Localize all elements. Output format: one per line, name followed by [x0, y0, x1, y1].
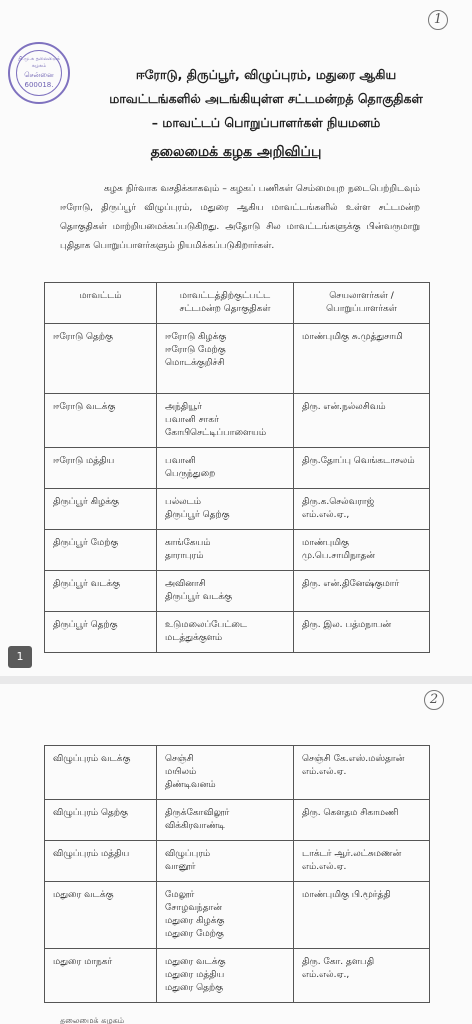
constituency-name: மயிலம் [165, 767, 197, 777]
constituencies-cell [157, 394, 294, 448]
constituencies-cell [157, 746, 294, 800]
secretary-cell: திரு.க.செல்வராஜ் எம்.எல்.ஏ., [294, 489, 430, 530]
constituency-name: மதுரை தெற்கு [165, 983, 224, 993]
page-badge: 1 [8, 646, 32, 668]
stamp-line3: 600018. [24, 81, 54, 89]
secretary-cell: திரு. என்.தினேஷ்குமார் [294, 571, 430, 612]
page-number-mark: 2 [424, 690, 444, 710]
district-cell: ஈரோடு வடக்கு [45, 394, 157, 448]
constituencies-cell [157, 324, 294, 394]
district-cell: திருப்பூர் கிழக்கு [45, 489, 157, 530]
page-number-mark: 1 [428, 10, 448, 30]
secretary-cell: செஞ்சி கே.எஸ்.மஸ்தான் எம்.எல்.ஏ. [294, 746, 430, 800]
table-row [45, 800, 430, 841]
constituency-name: திருக்கோவிலூர் [165, 808, 230, 818]
constituency-name: திருப்பூர் வடக்கு [165, 592, 233, 602]
secretary-cell: திரு. என்.நல்லசிவம் [294, 394, 430, 448]
header-constituencies: மாவட்டத்திற்குட்பட்ட சட்டமன்ற தொகுதிகள் [157, 283, 294, 324]
constituency-name: காங்கேயம் [165, 538, 211, 548]
constituencies-cell [157, 612, 294, 653]
table-row [45, 841, 430, 882]
district-cell: திருப்பூர் மேற்கு [45, 530, 157, 571]
constituency-name: மேலூர் [165, 890, 195, 900]
constituency-name: மொடக்குறிச்சி [165, 358, 225, 368]
district-cell: மதுரை வடக்கு [45, 882, 157, 949]
district-cell: ஈரோடு தெற்கு [45, 324, 157, 394]
district-cell: திருப்பூர் வடக்கு [45, 571, 157, 612]
constituency-name: தாராபுரம் [165, 551, 204, 561]
table-row [45, 530, 430, 571]
constituency-name: திண்டிவனம் [165, 780, 216, 790]
table-row [45, 746, 430, 800]
table-row [45, 612, 430, 653]
secretary-cell: திரு. கௌதம சிகாமணி [294, 800, 430, 841]
constituencies-cell [157, 571, 294, 612]
constituencies-cell [157, 841, 294, 882]
secretary-cell: திரு. இல. பத்மநாபன் [294, 612, 430, 653]
constituency-name: செஞ்சி [165, 754, 194, 764]
secretary-cell: திரு. கோ. தளபதி எம்.எல்.ஏ., [294, 949, 430, 1003]
document-title [76, 63, 456, 135]
table-row [45, 949, 430, 1003]
constituency-name: மதுரை கிழக்கு [165, 916, 225, 926]
table-row [45, 571, 430, 612]
constituency-name: சோழவந்தான் [165, 903, 222, 913]
table-body [45, 746, 430, 1003]
constituency-name: பெருந்துறை [165, 469, 216, 479]
constituency-name: பல்லடம் [165, 497, 202, 507]
constituency-name: கோபிசெட்டிப்பாளையம் [165, 428, 267, 438]
footer-fragment: தலைமைக் கழகம் [60, 1016, 125, 1024]
constituencies-cell [157, 530, 294, 571]
constituency-name: மதுரை மத்திய [165, 970, 225, 980]
district-cell: ஈரோடு மத்திய [45, 448, 157, 489]
stamp-line1: தி.மு.க தலைமைக் கழகம் [18, 56, 60, 69]
title-line: – மாவட்டப் பொறுப்பாளர்கள் நியமனம் [151, 115, 381, 130]
table-row [45, 394, 430, 448]
appointments-table [44, 282, 430, 653]
constituency-name: விக்கிரவாண்டி [165, 821, 225, 831]
district-cell: திருப்பூர் தெற்கு [45, 612, 157, 653]
constituencies-cell [157, 800, 294, 841]
constituency-name: ஈரோடு கிழக்கு [165, 332, 227, 342]
constituency-name: அந்தியூர் [165, 402, 202, 412]
constituency-name: வானூர் [165, 862, 196, 872]
constituency-name: மதுரை வடக்கு [165, 957, 226, 967]
constituency-name: திருப்பூர் தெற்கு [165, 510, 230, 520]
constituencies-cell [157, 448, 294, 489]
stamp-line2: சென்னை [24, 71, 54, 79]
announcement-paragraph: கழக நிர்வாக வசதிக்காகவும் – கழகப் பணிகள் செம்மையுற நடைபெற்றிடவும் ஈரோடு, திருப்பூர் விழுப்புரம், மதுரை ஆகிய மாவட்டங்களில் உள்ள சட்டமன்ற தொகுதிகள் மாற்றியமைக்கப்படுகிறது. அதோடு சில மாவட்டங்களுக்கு பின்வருமாறு புதிதாக பொறுப்பாளர்களும் நியமிக்கப்படுகிறார்கள். [60, 184, 420, 251]
constituency-name: பவானி சாகர் [165, 415, 219, 425]
table-header-row [45, 283, 430, 324]
office-seal-stamp [8, 42, 70, 104]
secretary-cell: மாண்புமிகு மு.பெ.சாமிநாதன் [294, 530, 430, 571]
header-district: மாவட்டம் [45, 283, 157, 324]
secretary-cell: மாண்புமிகு பி.மூர்த்தி [294, 882, 430, 949]
title-line: ஈரோடு, திருப்பூர், விழுப்புரம், மதுரை ஆகிய [135, 67, 397, 82]
document-subtitle: தலைமைக் கழக அறிவிப்பு [150, 144, 322, 160]
district-cell: விழுப்புரம் தெற்கு [45, 800, 157, 841]
secretary-cell: டாக்டர் ஆர்.லட்சுமணன் எம்.எல்.ஏ. [294, 841, 430, 882]
table-row [45, 448, 430, 489]
table-row [45, 882, 430, 949]
header-secretaries: செயலாளர்கள் / பொறுப்பாளர்கள் [294, 283, 430, 324]
constituency-name: பவானி [165, 456, 196, 466]
table-body [45, 324, 430, 653]
appointments-table-continued [44, 745, 430, 1003]
constituencies-cell [157, 949, 294, 1003]
constituency-name: உடுமலைப்பேட்டை [165, 620, 248, 630]
district-cell: விழுப்புரம் வடக்கு [45, 746, 157, 800]
constituency-name: விழுப்புரம் [165, 849, 211, 859]
secretary-cell: திரு.தோப்பு வெங்கடாசலம் [294, 448, 430, 489]
constituency-name: அவினாசி [165, 579, 206, 589]
constituencies-cell [157, 489, 294, 530]
constituency-name: மதுரை மேற்கு [165, 929, 224, 939]
table-row [45, 324, 430, 394]
secretary-cell: மாண்புமிகு சு.முத்துசாமி [294, 324, 430, 394]
table-row [45, 489, 430, 530]
constituency-name: ஈரோடு மேற்கு [165, 345, 226, 355]
constituencies-cell [157, 882, 294, 949]
district-cell: மதுரை மாநகர் [45, 949, 157, 1003]
district-cell: விழுப்புரம் மத்திய [45, 841, 157, 882]
title-line: மாவட்டங்களில் அடங்கியுள்ள சட்டமன்றத் தொகுதிகள் [109, 91, 423, 106]
constituency-name: மடத்துக்குளம் [165, 633, 223, 643]
